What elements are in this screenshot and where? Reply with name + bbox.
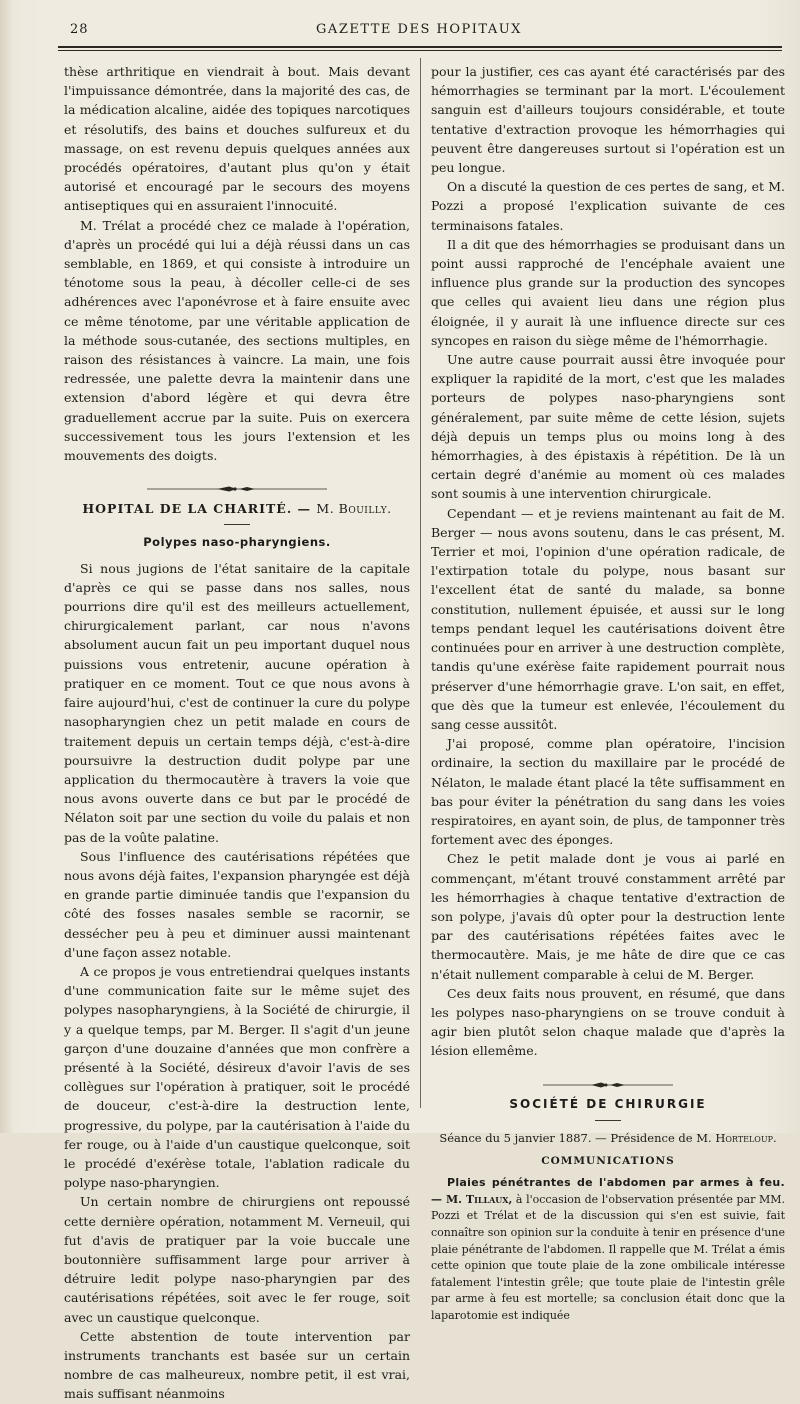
article-subheading: Polypes naso-pharyngiens.	[143, 535, 331, 550]
communication-title: Plaies pénétrantes de l'abdomen par armes à feu. —	[431, 1176, 785, 1206]
communications-heading: COMMUNICATIONS	[541, 1154, 675, 1167]
paragraph: M. Trélat a procédé chez ce malade à l'opération, d'après un procédé qui lui a déjà réussi dans un cas semblable, en 1869, et qui consiste à introduire un ténotome sous la peau, à décoller celle-ci de ses adhérences avec l'aponévrose et à faire ensuite avec ce même ténotome, par une véritable application de la méthode sous-cutanée, des sections multiples, en raison des résistances à vaincre. La main, une fois redressée, une palette devra la maintenir dans une extension d'abord légère et qui devra être graduellement accrue par la suite. Puis on exercera successivement tous les jours l'extension et les mouvements des doigts.	[64, 217, 410, 464]
paragraph: Un certain nombre de chirurgiens ont repoussé cette dernière opération, notamment M. Verneuil, qui fut d'avis de pratiquer par la voie buccale une boutonnière suffisamment large pour arriver à détruire ledit polype naso-pharyngien par des cautérisations répétées, soit avec le fer rouge, soit avec un caustique quelconque.	[64, 1194, 410, 1325]
ornament-divider	[431, 1075, 785, 1085]
paragraph: Cette abstention de toute intervention par instruments tranchants est basée sur un certain nombre de cas malheureux, nombre petit, il est vrai, mais suffisant néanmoins	[64, 1328, 410, 1402]
paragraph: Si nous jugions de l'état sanitaire de la capitale d'après ce qui se passe dans nos salles, nous pourrions dire qu'il est des meilleurs actuellement, chirurgicalement parlant, car nous n'avons absolument aucun fait un peu important duquel nous puissions vous entretenir, aucune opération à pratiquer en ce moment. Tout ce que nous avons à faire aujourd'hui, c'est de continuer la cure du polype nasopharyngien chez un petit malade en cours de traitement depuis un certain temps déjà, c'est-à-dire poursuivre la destruction dudit polype par une application du thermocautère à travers la voie que nous avons ouverte dans ce but par le procédé de Nélaton soit par une section du voile du palais et non pas de la voûte palatine.	[64, 560, 410, 845]
communication-paragraph	[431, 1175, 785, 1324]
hospital-name: HOPITAL DE LA CHARITÉ. —	[82, 501, 312, 517]
page-number: 28	[70, 22, 89, 37]
header-rule	[58, 46, 782, 51]
paragraph: A ce propos je vous entretiendrai quelques instants d'une communication faite sur le même sujet des polypes nasopharyngiens, à la Société de chirurgie, il y a quelque temps, par M. Berger. Il s'agit d'un jeune garçon d'une douzaine d'années que mon confrère a présenté à la Société, désireux d'avoir l'avis de ses collègues sur l'opération à pratiquer, soit le procédé de douceur, c'est-à-dire la destruction lente, progressive, du polype, par la cautérisation à l'aide du fer rouge, ou à l'aide d'un caustique quelconque, soit le procédé d'exérèse totale, l'ablation radicale du polype naso-pharyngien.	[64, 963, 410, 1191]
paragraph: Il a dit que des hémorrhagies se produisant dans un point aussi rapproché de l'encéphale avaient une influence plus grande sur la production des syncopes que celles qui avaient lieu dans une région plus éloignée, il y aurait là une influence directe sur ces syncopes en raison du siège même de l'hémorrhagie.	[431, 236, 785, 348]
ornament-divider	[64, 479, 410, 489]
paragraph: pour la justifier, ces cas ayant été caractérisés par des hémorrhagies se terminant par la mort. L'écoulement sanguin est d'ailleurs toujours considérable, et toute tentative d'extraction provoque les hémorrhagies qui peuvent être dangereuses surtout si l'opération est un peu longue.	[431, 64, 785, 176]
paragraph: Cependant — et je reviens maintenant au fait de M. Berger — nous avons soutenu, dans le cas présent, M. Terrier et moi, l'opinion d'une opération radicale, de l'extirpation totale du polype, nous basant sur l'excellent état de santé du malade, sa bonne constitution, nullement épuisée, et aussi sur le long temps pendant lequel les cautérisations doivent être continuées pour en arriver à une destruction complète, tandis qu'une exérèse faite rapidement pourrait nous préserver d'une hémorrhagie grave. L'on sait, en effet, que dès que la tumeur est enlevée, l'écoulement du sang cesse aussitôt.	[431, 505, 785, 732]
paragraph: Chez le petit malade dont je vous ai parlé en commençant, m'étant trouvé constamment arrêté par les hémorrhagies à chaque tentative d'extraction de son polype, j'avais dû opter pour la destruction lente par des cautérisations répétées faites avec le thermocautère. Mais, je me hâte de dire que ce cas n'était nullement comparable à celui de M. Berger.	[431, 851, 785, 982]
paragraph: Ces deux faits nous prouvent, en résumé, que dans les polypes naso-pharyngiens on se trouve conduit à agir bien plutôt selon chaque malade que d'après la lésion ellemême.	[431, 985, 785, 1059]
paragraph: J'ai proposé, comme plan opératoire, l'incision ordinaire, la section du maxillaire par le procédé de Nélaton, le malade étant placé la tête suffisamment en bas pour éviter la pénétration du sang dans les voies respiratoires, en ayant soin, de plus, de tamponner très fortement avec des éponges.	[431, 736, 785, 848]
communication-text: à l'occasion de l'observation présentée par MM. Pozzi et Trélat et de la discussion qui s'en est suivie, fait connaître son opinion sur la conduite à tenir en présence d'une plaie pénétrante de l'abdomen. Il rappelle que M. Trélat a émis cette opinion que toute plaie de la zone ombilicale intéresse fatalement l'intestin grêle; que toute plaie de l'intestin grêle par arme à feu est mortelle; sa conclusion était donc que la laparotomie est indiquée	[431, 1192, 786, 1322]
short-rule	[595, 1120, 621, 1121]
session-president: M. Horteloup.	[696, 1130, 777, 1145]
paragraph: On a discuté la question de ces pertes de sang, et M. Pozzi a proposé l'explication suivante de ces terminaisons fatales.	[431, 179, 785, 233]
hospital-heading	[64, 499, 410, 518]
paragraph: Une autre cause pourrait aussi être invoquée pour expliquer la rapidité de la mort, c'est que les malades porteurs de polypes naso-pharyngiens sont généralement, par suite même de cette lésion, sujets déjà depuis un temps plus ou moins long à des hémorrhagies, à des épistaxis à répétition. De là un certain degré d'anémie au moment où ces malades sont soumis à une intervention chirurgicale.	[431, 352, 785, 502]
paragraph: thèse arthritique en viendrait à bout. Mais devant l'impuissance démontrée, dans la majorité des cas, de la médication alcaline, aidée des topiques narcotiques et résolutifs, des bains et douches sulfureux et du massage, on est revenu depuis quelques années aux procédés opératoires, d'autant plus qu'on y était autorisé et encouragé par le secours des moyens antiseptiques qui en assuraient l'innocuité.	[64, 64, 410, 214]
session-date: Séance du 5 janvier 1887. — Présidence de	[439, 1130, 693, 1145]
society-heading: SOCIÉTÉ DE CHIRURGIE	[509, 1096, 707, 1111]
paragraph: Sous l'influence des cautérisations répétées que nous avons déjà faites, l'expansion pharyngée est déjà en grande partie diminuée tandis que l'expansion du côté des fosses nasales semble se racornir, se dessécher peu à peu et diminuer aussi maintenant d'une façon assez notable.	[64, 848, 410, 960]
session-line	[431, 1129, 785, 1148]
column-divider	[420, 58, 421, 1108]
journal-title: GAZETTE DES HOPITAUX	[316, 22, 522, 37]
hospital-doctor: M. Bouilly.	[316, 501, 392, 517]
left-column	[64, 62, 410, 1404]
short-rule	[224, 524, 250, 525]
right-column	[431, 62, 785, 1325]
page-header	[58, 16, 780, 46]
communication-author: M. Tillaux,	[445, 1192, 513, 1206]
